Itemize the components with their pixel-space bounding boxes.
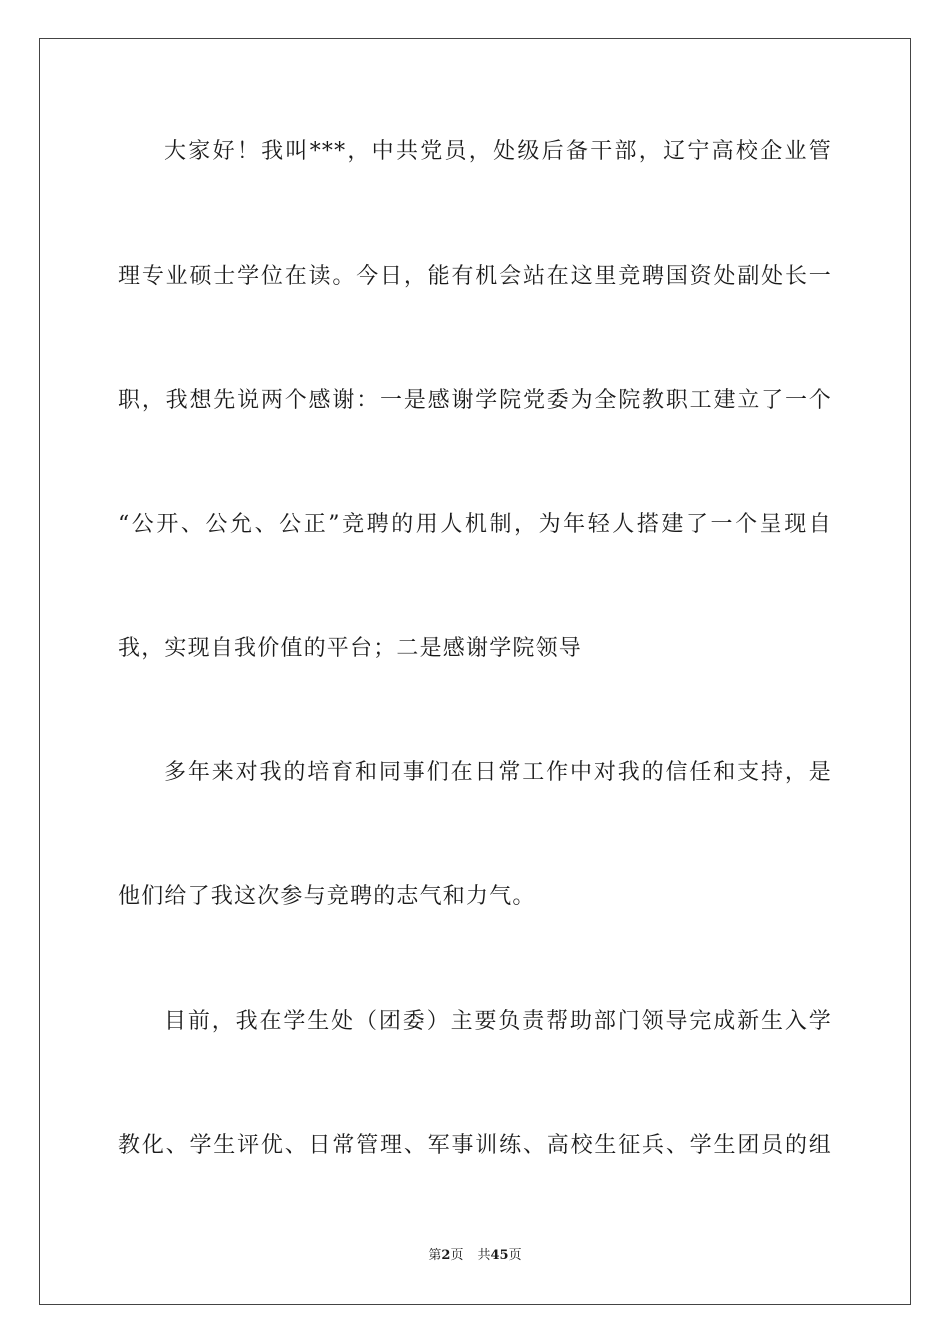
footer-page-current: 2 — [441, 1248, 451, 1263]
footer-total-suffix: 页 — [508, 1248, 522, 1263]
text-line-8: 目前，我在学生处（团委）主要负责帮助部门领导完成新生入学 — [164, 1009, 832, 1034]
page-footer — [0, 1247, 950, 1265]
footer-page-total: 45 — [490, 1248, 509, 1263]
text-line-1: 大家好！我叫***，中共党员，处级后备干部，辽宁高校企业管 — [164, 139, 832, 164]
text-line-9: 教化、学生评优、日常管理、军事训练、高校生征兵、学生团员的组 — [118, 1133, 832, 1158]
page-border — [39, 38, 911, 1305]
text-line-6: 多年来对我的培育和同事们在日常工作中对我的信任和支持，是 — [164, 760, 832, 785]
footer-page-prefix: 第 — [428, 1248, 442, 1263]
text-line-5: 我，实现自我价值的平台；二是感谢学院领导 — [118, 636, 583, 661]
text-line-2: 理专业硕士学位在读。今日，能有机会站在这里竞聘国资处副处长一 — [118, 264, 832, 289]
text-line-7: 他们给了我这次参与竞聘的志气和力气。 — [118, 884, 536, 909]
footer-page-suffix: 页 — [450, 1248, 464, 1263]
footer-total-prefix: 共 — [477, 1248, 491, 1263]
text-line-3: 职，我想先说两个感谢：一是感谢学院党委为全院教职工建立了一个 — [118, 388, 832, 413]
text-line-4: “公开、公允、公正”竞聘的用人机制，为年轻人搭建了一个呈现自 — [118, 512, 832, 537]
